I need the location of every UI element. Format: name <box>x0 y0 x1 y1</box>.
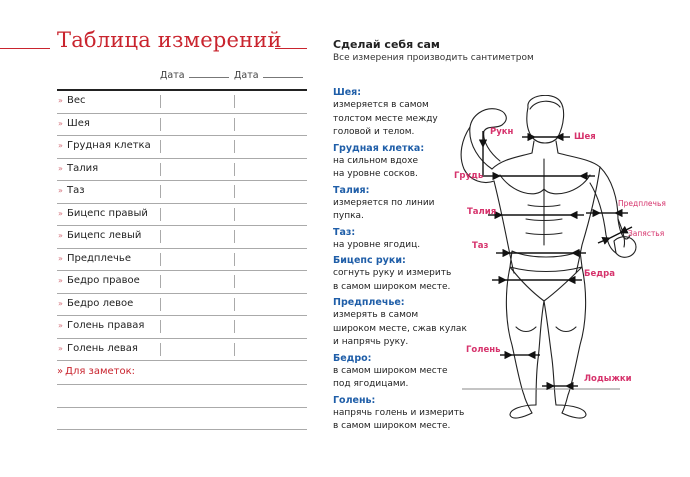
date-label: Дата <box>234 70 259 81</box>
row-label: Предплечье <box>67 252 131 264</box>
row-label: Бедро правое <box>67 275 140 286</box>
value-cell-date2[interactable] <box>234 185 307 198</box>
value-cell-date1[interactable] <box>160 253 233 266</box>
notes-heading <box>57 363 307 385</box>
value-cell-date1[interactable] <box>160 208 233 221</box>
row-label: Талия <box>67 162 99 174</box>
label-neck: Шея <box>574 132 596 142</box>
date-input-line[interactable] <box>263 77 303 78</box>
instruction-text: и напрячь руку. <box>333 337 409 347</box>
instruction-text: в самом широком месте. <box>333 421 451 431</box>
value-cell-date1[interactable] <box>160 185 233 198</box>
instruction-text: согнуть руку и измерить <box>333 268 452 278</box>
title-rule-right <box>275 48 307 49</box>
bullet-icon: » <box>58 118 63 128</box>
table-row <box>57 114 307 137</box>
date-column-header-2 <box>234 70 303 81</box>
value-cell-date2[interactable] <box>234 230 307 243</box>
table-row <box>57 316 307 339</box>
page-title: Таблица измерений <box>57 28 282 52</box>
instruction-text: пупка. <box>333 211 364 221</box>
bullet-icon: » <box>58 298 63 308</box>
value-cell-date2[interactable] <box>234 298 307 311</box>
label-ankle: Лодыжки <box>584 374 632 384</box>
instruction-text: в самом широком месте. <box>333 281 451 292</box>
value-cell-date1[interactable] <box>160 275 233 288</box>
instruction-title: Предплечье: <box>333 297 405 308</box>
table-title-block <box>0 28 310 58</box>
value-cell-date2[interactable] <box>234 140 307 153</box>
value-cell-date1[interactable] <box>160 118 233 131</box>
instruction-title: Таз: <box>333 226 356 238</box>
row-label: Таз <box>67 185 85 196</box>
label-wrist: Запястья <box>628 229 665 238</box>
body-outline-icon <box>440 95 690 430</box>
label-chest: Грудь <box>454 171 484 181</box>
row-label: Грудная клетка <box>67 140 151 151</box>
instructions-heading: Сделай себя сам <box>333 38 440 51</box>
bullet-icon: » <box>58 343 63 353</box>
bullet-icon: » <box>58 208 63 218</box>
measurement-table <box>57 91 307 361</box>
row-label: Бицепс левый <box>67 230 142 241</box>
value-cell-date1[interactable] <box>160 163 233 176</box>
bullet-icon: » <box>58 276 63 285</box>
table-row <box>57 339 307 362</box>
bullet-icon: » <box>57 366 64 377</box>
instruction-text: измеряется по линии <box>333 197 435 208</box>
label-calf: Голень <box>466 345 501 355</box>
title-rule-left <box>0 48 50 49</box>
row-label: Вес <box>67 95 86 106</box>
row-label: Голень правая <box>67 320 145 331</box>
instruction-text: измерять в самом <box>333 310 419 320</box>
label-pelvis: Таз <box>472 241 489 251</box>
instruction-title: Голень: <box>333 394 376 406</box>
row-label: Шея <box>67 117 90 129</box>
table-row <box>57 226 307 249</box>
instruction-text: в самом широком месте <box>333 365 448 376</box>
table-row <box>57 249 307 272</box>
bullet-icon: » <box>58 253 63 263</box>
bullet-icon: » <box>58 96 63 105</box>
instruction-text: толстом месте между <box>333 113 438 124</box>
table-row <box>57 136 307 159</box>
instruction-text: под ягодицами. <box>333 379 409 389</box>
value-cell-date2[interactable] <box>234 163 307 176</box>
value-cell-date2[interactable] <box>234 118 307 131</box>
value-cell-date1[interactable] <box>160 298 233 311</box>
date-label: Дата <box>160 70 185 81</box>
table-row <box>57 91 307 114</box>
table-row <box>57 271 307 294</box>
instruction-title: Грудная клетка: <box>333 142 425 154</box>
instruction-text: на уровне сосков. <box>333 169 418 179</box>
instruction-title: Талия: <box>333 184 370 196</box>
bullet-icon: » <box>58 231 63 240</box>
instruction-text: широком месте, сжав кулак <box>333 323 467 334</box>
row-label: Бедро левое <box>67 297 134 309</box>
table-row <box>57 159 307 182</box>
date-input-line[interactable] <box>189 77 229 78</box>
value-cell-date2[interactable] <box>234 343 307 356</box>
notes-section <box>57 363 307 430</box>
bullet-icon: » <box>58 163 63 173</box>
label-arms: Рукн <box>490 127 514 137</box>
instructions-subheading: Все измерения производить сантиметром <box>333 53 534 63</box>
table-row <box>57 294 307 317</box>
date-column-header-1 <box>160 70 229 81</box>
label-forearm: Предплечья <box>618 199 666 208</box>
body-measurement-figure <box>440 95 690 430</box>
value-cell-date1[interactable] <box>160 95 233 108</box>
notes-line[interactable] <box>57 385 307 408</box>
instruction-title: Шея: <box>333 87 362 98</box>
table-row <box>57 181 307 204</box>
value-cell-date2[interactable] <box>234 320 307 333</box>
notes-line[interactable] <box>57 408 307 431</box>
value-cell-date2[interactable] <box>234 95 307 108</box>
value-cell-date2[interactable] <box>234 275 307 288</box>
value-cell-date1[interactable] <box>160 320 233 333</box>
value-cell-date1[interactable] <box>160 230 233 243</box>
value-cell-date1[interactable] <box>160 140 233 153</box>
instruction-text: головой и телом. <box>333 127 415 137</box>
label-waist: Талия <box>467 207 497 217</box>
row-label: Бицепс правый <box>67 207 148 219</box>
instruction-title: Бедро: <box>333 352 372 364</box>
instruction-title: Бицепс руки: <box>333 255 406 266</box>
bullet-icon: » <box>58 186 63 195</box>
table-row <box>57 204 307 227</box>
label-thigh: Бедра <box>584 269 615 279</box>
value-cell-date2[interactable] <box>234 208 307 221</box>
instruction-text: измеряется в самом <box>333 100 429 110</box>
bullet-icon: » <box>58 321 63 330</box>
value-cell-date1[interactable] <box>160 343 233 356</box>
notes-label: Для заметок: <box>65 366 136 377</box>
row-label: Голень левая <box>67 342 138 354</box>
instruction-text: на уровне ягодиц. <box>333 239 421 250</box>
instruction-text: напрячь голень и измерить <box>333 407 465 418</box>
value-cell-date2[interactable] <box>234 253 307 266</box>
bullet-icon: » <box>58 141 63 150</box>
instruction-text: на сильном вдохе <box>333 155 419 166</box>
